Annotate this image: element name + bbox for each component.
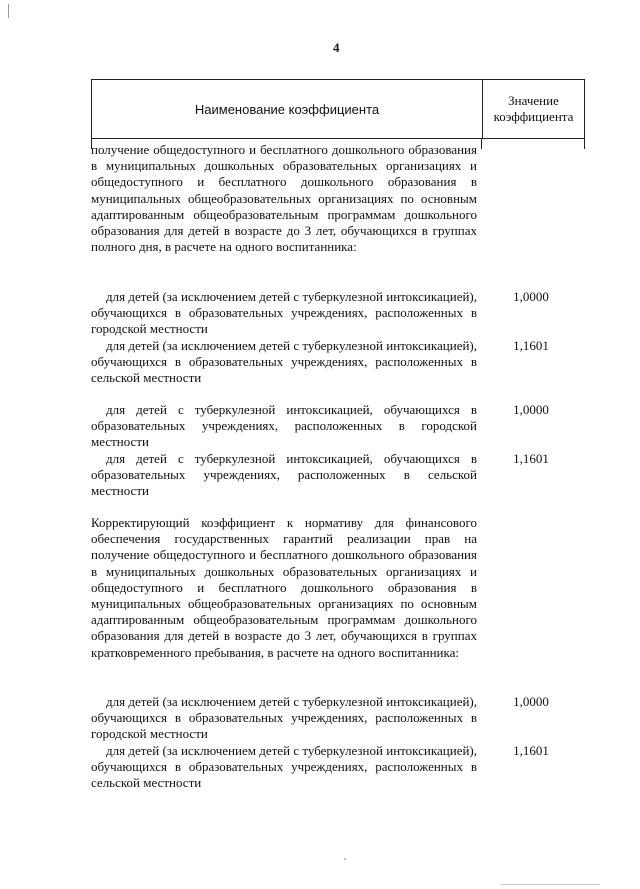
section2-item-2-value: 1,1601 — [513, 743, 549, 758]
section1-item-4-value: 1,1601 — [513, 451, 549, 466]
section2-item-1-value: 1,0000 — [513, 694, 549, 709]
header-value-line1: Значение — [508, 93, 559, 108]
section1-item-2-text: для детей (за исключением детей с туберкулезной интоксикацией), обучающихся в образовательных учреждениях, расположенных в сельской местности — [91, 338, 477, 386]
section1-item-2-value: 1,1601 — [513, 338, 549, 353]
scan-artifact — [344, 858, 346, 860]
section2-intro: Корректирующий коэффициент к нормативу для финансового обеспечения государственных гарантий реализации прав на получение общедоступного и бесплатного дошкольного образования в муниципальных дошкольных образовательных организациях и общедоступного и бесплатного дошкольного образования в муниципальных общеобразовательных организациях по основным адаптированным общеобразовательным программам дошкольного образования для детей в возрасте до 3 лет, обучающихся в группах кратковременного пребывания, в расчете на одного воспитанника: — [91, 515, 477, 660]
section2-item-2-text: для детей (за исключением детей с туберкулезной интоксикацией), обучающихся в образовательных учреждениях, расположенных в сельской местности — [91, 743, 477, 791]
scan-artifact — [8, 4, 9, 18]
section1-item-3-value: 1,0000 — [513, 402, 549, 417]
header-coefficient-value — [483, 80, 584, 138]
table-right-line — [584, 139, 585, 149]
section1-intro: получение общедоступного и бесплатного дошкольного образования в муниципальных дошкольных образовательных организациях и общедоступного и бесплатного дошкольного образования в муниципальных общеобразовательных организациях по основным адаптированным общеобразовательным программам дошкольного образования для детей в возрасте до 3 лет, обучающихся в группах полного дня, в расчете на одного воспитанника: — [91, 142, 477, 255]
section1-item-1-value: 1,0000 — [513, 289, 549, 304]
section2-item-1-text: для детей (за исключением детей с туберкулезной интоксикацией), обучающихся в образовательных учреждениях, расположенных в городской местности — [91, 694, 477, 742]
section1-item-1-text: для детей (за исключением детей с туберкулезной интоксикацией), обучающихся в образовательных учреждениях, расположенных в городской местности — [91, 289, 477, 337]
section1-item-4-text: для детей с туберкулезной интоксикацией, обучающихся в образовательных учреждениях, расположенных в сельской местности — [91, 451, 477, 499]
table-header — [91, 79, 585, 139]
page-number: 4 — [333, 40, 340, 55]
table-middle-line — [481, 139, 482, 149]
header-value-line2: коэффициента — [493, 109, 574, 124]
header-coefficient-name: Наименование коэффициента — [194, 101, 380, 117]
section1-item-3-text: для детей с туберкулезной интоксикацией, обучающихся в образовательных учреждениях, расположенных в городской местности — [91, 402, 477, 450]
scan-artifact — [500, 884, 600, 885]
